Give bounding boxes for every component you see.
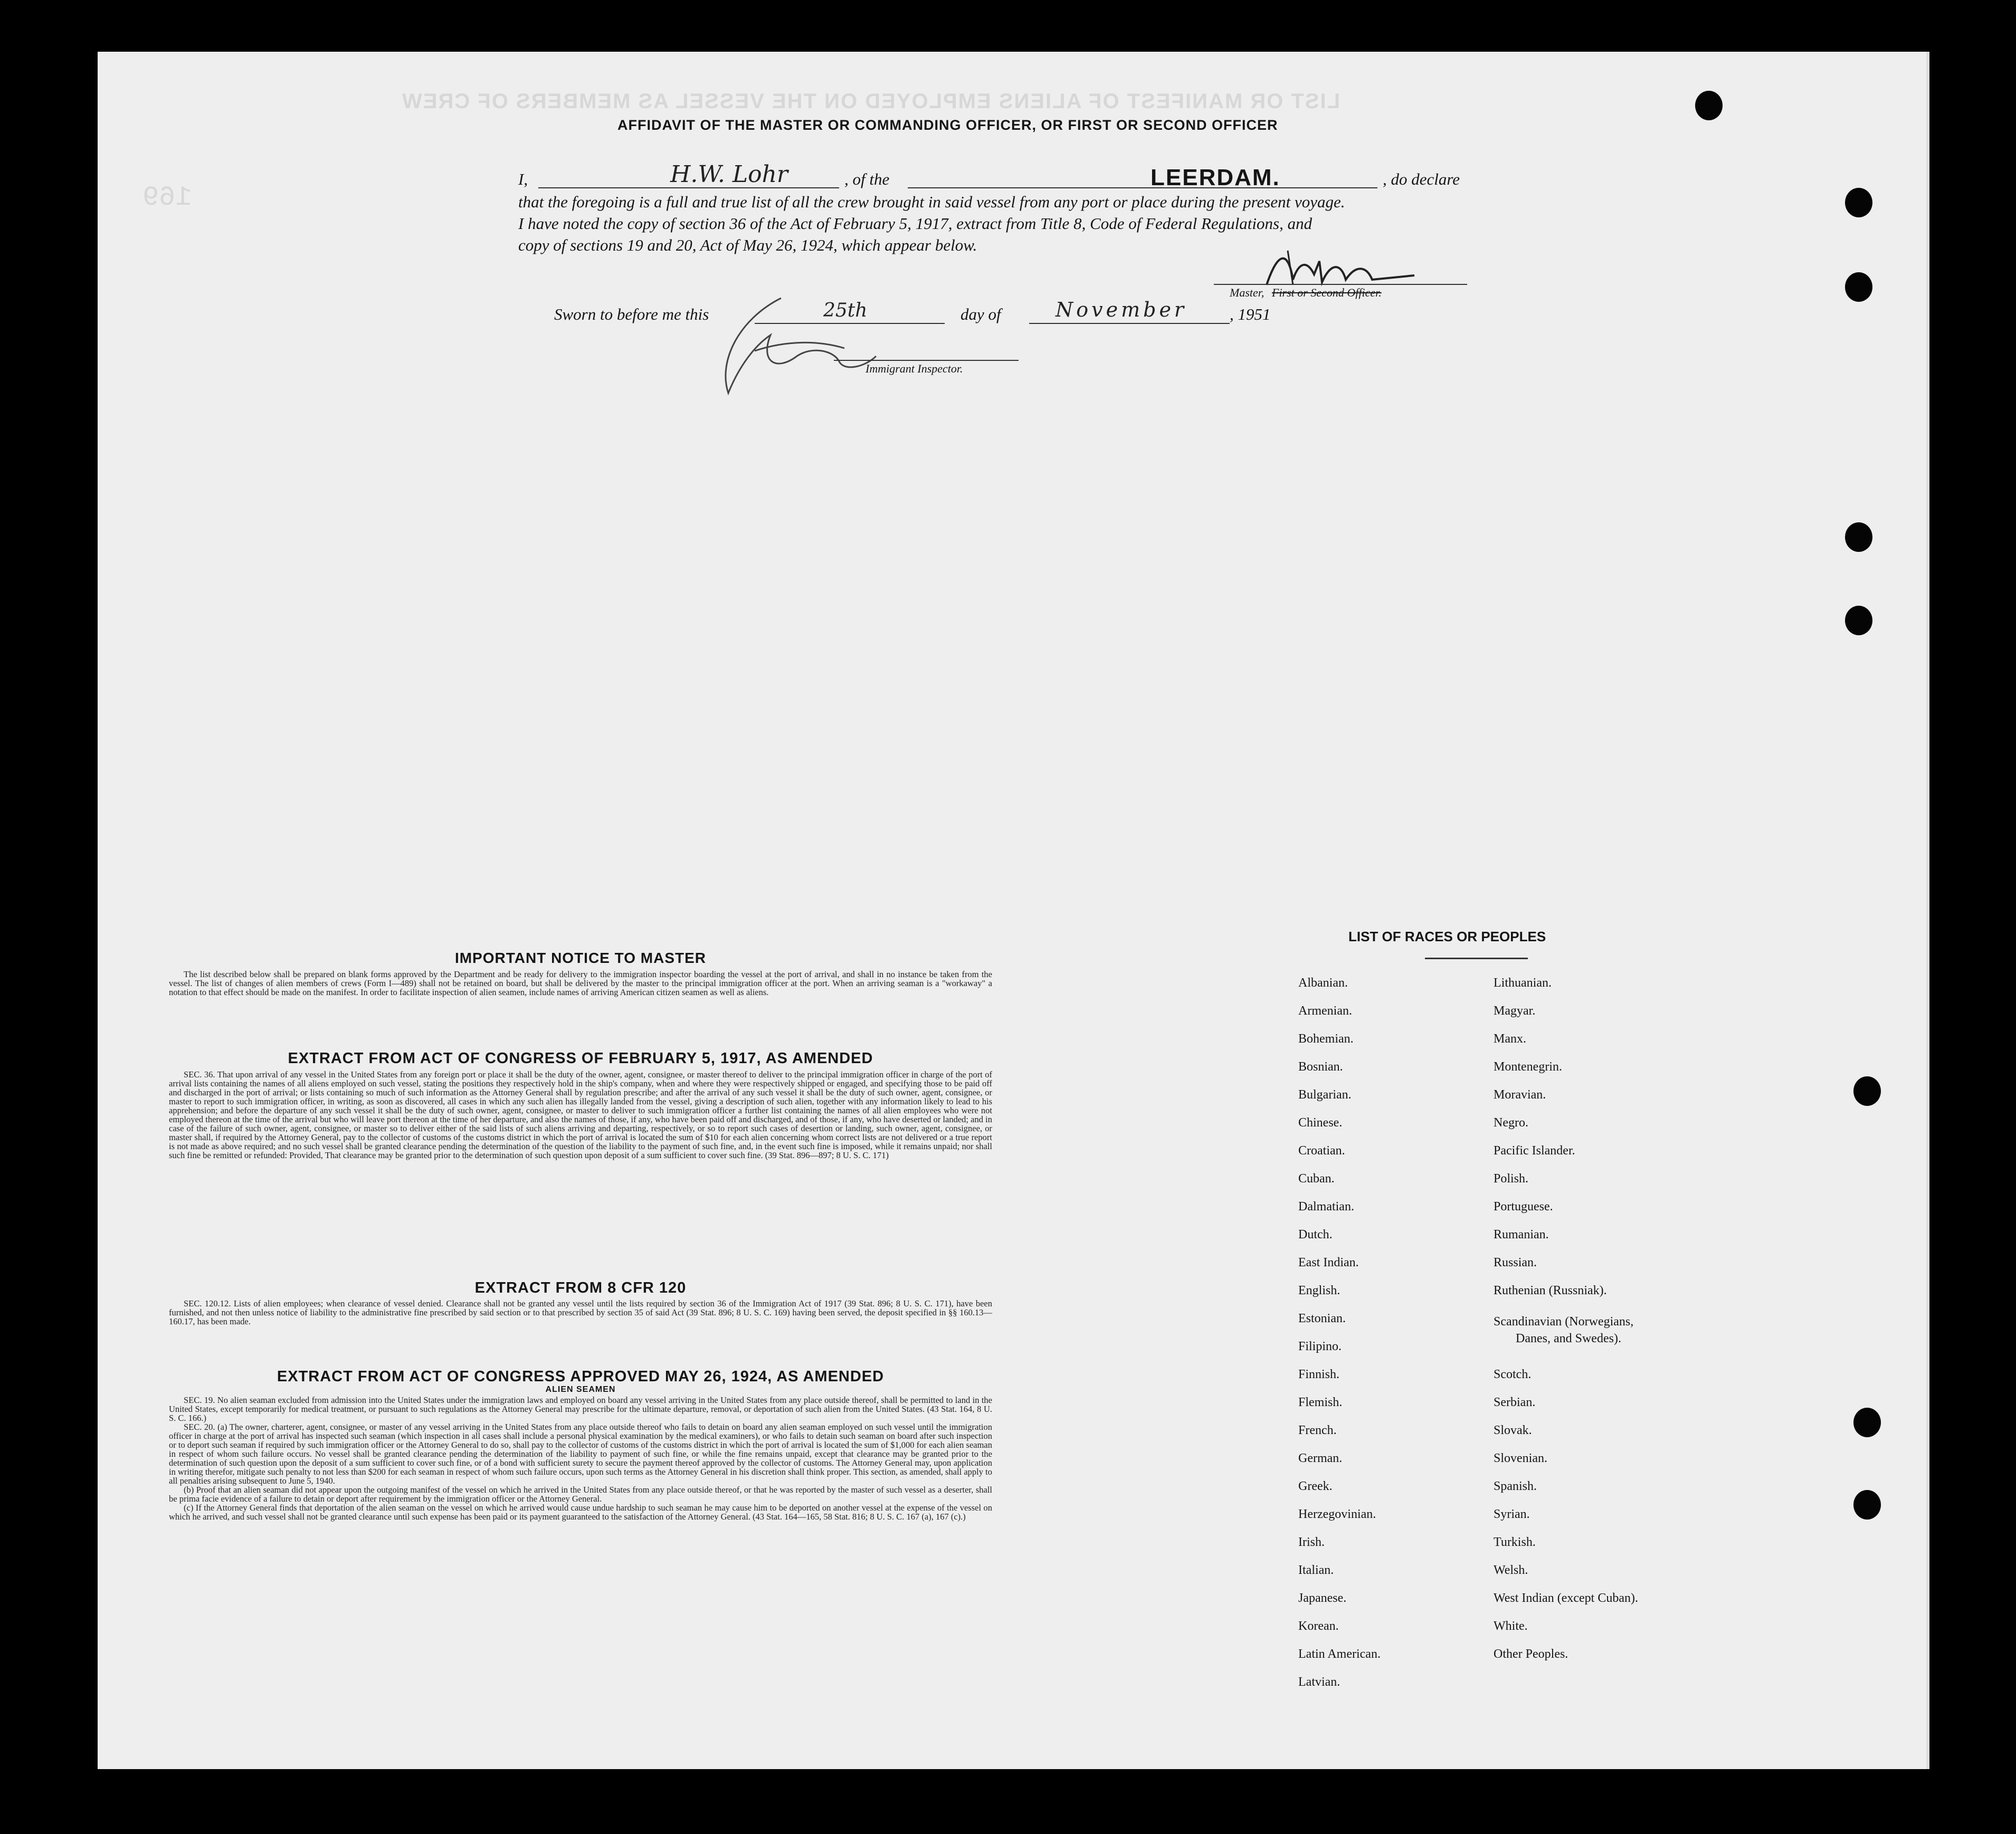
race-right: Lithuanian. [1494,976,1552,990]
race-right: West Indian (except Cuban). [1494,1591,1638,1605]
punch-hole [1695,91,1723,120]
affidavit-line-3: I have noted the copy of section 36 of the Act of February 5, 1917, extract from Title 8, Code of Federal Regulations, and [518,214,1313,233]
race-left: Korean. [1298,1619,1339,1633]
extract-1924-body [169,1396,992,1521]
race-left: Dutch. [1298,1228,1333,1241]
race-right: Pacific Islander. [1494,1144,1575,1158]
punch-hole [1853,1076,1881,1106]
sec-20c-paragraph: (c) If the Attorney General finds that deportation of the alien seaman on the vessel on which he arrived would cause undue hardship to such seaman he may cause him to be deported on another vessel at the expense of the vessel on which he arrived, and such vessel shall not be granted clearance until such expense has been paid or its payment guaranteed to the satisfaction of the Attorney General. (43 Stat. 164—165, 58 Stat. 816; 8 U. S. C. 167 (a), 167 (c).) [169,1503,992,1522]
race-left: Greek. [1298,1479,1333,1493]
race-right: Scandinavian (Norwegians, [1494,1315,1634,1329]
race-left: English. [1298,1284,1340,1297]
extract-1917-title: EXTRACT FROM ACT OF CONGRESS OF FEBRUARY 5, 1917, AS AMENDED [288,1050,873,1067]
first-second-officer-label: First or Second Officer. [1272,286,1382,299]
punch-hole [1845,522,1872,552]
extract-1917-body [169,1070,992,1160]
races-title: LIST OF RACES OR PEOPLES [1348,929,1546,944]
bleed-through-page-number: 169 [142,182,192,213]
race-right: White. [1494,1619,1528,1633]
race-right: Rumanian. [1494,1228,1549,1241]
race-left: French. [1298,1424,1337,1437]
race-left: Bulgarian. [1298,1088,1352,1102]
sworn-text: Sworn to before me this [554,305,709,323]
sec-19-paragraph: SEC. 19. No alien seaman excluded from admission into the United States under the immigration laws and employed on board any vessel arriving in the United States from any place outside thereof, shall be permitted to land in the United States, except temporarily for medical treatment, or pursuant to such regulations as the Attorney General may prescribe for the ultimate departure, removal, or deportation of such alien from the United States. (43 Stat. 164, 8 U. S. C. 166.) [169,1395,992,1423]
race-left: Croatian. [1298,1144,1345,1158]
race-left: Herzegovinian. [1298,1507,1376,1521]
sworn-day: 25th [823,300,868,321]
race-right: Polish. [1494,1172,1529,1186]
race-left: Latin American. [1298,1647,1381,1661]
notice-title: IMPORTANT NOTICE TO MASTER [454,950,707,966]
race-right: Slovak. [1494,1424,1532,1437]
race-left: Bohemian. [1298,1032,1354,1046]
affidavit-line-2: that the foregoing is a full and true list of all the crew brought in said vessel from any port or place during the present voyage. [518,193,1345,211]
notice-paragraph: The list described below shall be prepared on blank forms approved by the Department and be ready for delivery to the immigration inspector boarding the vessel at the port of arrival, and shall in no instance be taken from the vessel. The list of changes of alien members of crews (Form I—489) shall not be retained on board, but shall be delivered by the master to the principal immigration officer at the port. When an arriving seaman is a "workaway" a notation to that effect should be made on the manifest. In order to facilitate inspection of alien seamen, include names of arriving American citizen seamen as well as aliens. [169,969,992,997]
race-right: Slovenian. [1494,1451,1547,1465]
punch-hole [1853,1408,1881,1437]
punch-hole [1845,606,1872,635]
inspector-signature [707,288,908,409]
race-left: Finnish. [1298,1368,1340,1381]
races-title-rule [1425,958,1528,959]
master-name: H.W. Lohr [670,161,788,188]
race-left: Filipino. [1298,1340,1342,1353]
affidavit-of-the: , of the [844,170,890,188]
inspector-label: Immigrant Inspector. [866,362,963,375]
day-of-text: day of [961,305,1001,323]
race-left: Irish. [1298,1535,1325,1549]
race-right: Scotch. [1494,1368,1532,1381]
race-left: Armenian. [1298,1004,1352,1018]
punch-hole [1845,188,1872,217]
affidavit-declare: , do declare [1383,170,1460,188]
race-right: Portuguese. [1494,1200,1553,1214]
bleed-through-header: LIST OR MANIFEST OF ALIENS EMPLOYED ON THE VESSEL AS MEMBERS OF CREW [401,90,1340,113]
punch-hole [1853,1490,1881,1520]
master-label: Master, [1230,286,1264,299]
race-right: Welsh. [1494,1563,1528,1577]
race-left: Flemish. [1298,1396,1343,1409]
extract-cfr-body [169,1299,992,1326]
sec-20b-paragraph: (b) Proof that an alien seaman did not appear upon the outgoing manifest of the vessel on which he arrived in the United States from any place outside thereof, or that he was reported by the master of such vessel as a deserter, shall be prima facie evidence of a failure to detain or deport after requirement by the immigration officer or the Attorney General. [169,1485,992,1504]
month-underline [1029,323,1230,324]
affidavit-title: AFFIDAVIT OF THE MASTER OR COMMANDING OFFICER, OR FIRST OR SECOND OFFICER [617,117,1278,133]
race-right: Moravian. [1494,1088,1546,1102]
race-left: German. [1298,1451,1343,1465]
race-right: Turkish. [1494,1535,1536,1549]
race-right: Danes, and Swedes). [1516,1332,1621,1345]
sworn-year: , 1951 [1230,305,1271,323]
vessel-underline [908,187,1377,188]
sec-20a-paragraph: SEC. 20. (a) The owner, charterer, agent, consignee, or master of any vessel arriving in the United States from any place outside thereof who fails to detain on board any alien seaman employed on such vessel until the immigration officer in charge at the port of arrival has inspected such seaman (which inspection in all cases shall include a personal physical examination by the medical examiners), or who fails to detain such seaman on board after such inspection or to deport such seaman if required by such immigration officer or the Attorney General to do so, shall pay to the collector of customs of the customs district in which the port of arrival is located the sum of $1,000 for each alien seaman in respect of whom such failure occurs. No vessel shall be granted clearance pending the determination of the liability to payment of such fine, or while the fine remains unpaid, except that clearance may be granted prior to the determination of such question upon the deposit of a sum sufficient to cover such fine, or of a bond with sufficient surety to secure the payment thereof approved by the collector of customs. The Attorney General may, upon application in writing therefor, mitigate such penalty to not less than $200 for each seaman in respect of whom such failure occurs, upon such terms as the Attorney General in his discretion shall think proper. This section, as amended, shall apply to all penalties arising subsequent to June 5, 1940. [169,1422,992,1486]
race-left: Dalmatian. [1298,1200,1354,1214]
race-left: Cuban. [1298,1172,1335,1186]
affidavit-i: I, [518,170,528,188]
race-right: Russian. [1494,1256,1537,1269]
race-right: Spanish. [1494,1479,1537,1493]
notice-body [169,970,992,997]
affidavit-line-4: copy of sections 19 and 20, Act of May 26, 1924, which appear below. [518,236,977,254]
race-left: Chinese. [1298,1116,1343,1130]
race-left: Italian. [1298,1563,1334,1577]
extract-cfr-title: EXTRACT FROM 8 CFR 120 [474,1279,687,1296]
sworn-month: November [1055,298,1187,321]
punch-hole [1845,272,1872,302]
race-left: Latvian. [1298,1675,1340,1689]
extract-1924-title: EXTRACT FROM ACT OF CONGRESS APPROVED MAY 26, 1924, AS AMENDED [277,1368,885,1385]
race-right: Negro. [1494,1116,1528,1130]
race-left: Estonian. [1298,1312,1346,1325]
master-signature-line [1214,284,1467,285]
sec-120-12-paragraph: SEC. 120.12. Lists of alien employees; when clearance of vessel denied. Clearance shall not be granted any vessel until the lists required by section 36 of the Immigration Act of 1917 (39 Stat. 896; 8 U. S. C. 171), have been furnished, and not then unless notice of liability to the administrative fine prescribed by said section or to that prescribed by section 35 of said Act (39 Stat. 896; 8 U. S. C. 169) having been served, the deposit specified in §§ 160.13—160.17, has been made. [169,1298,992,1326]
race-right: Other Peoples. [1494,1647,1568,1661]
race-right: Serbian. [1494,1396,1536,1409]
sec-36-paragraph: SEC. 36. That upon arrival of any vessel in the United States from any foreign port or place it shall be the duty of the owner, agent, consignee, or master thereof to deliver to the principal immigration officer in charge of the port of arrival lists containing the names of all aliens employed on such vessel, stating the positions they respectively hold in the ship's company, when and where they were respectively shipped or engaged, and specifying those to be paid off and discharged in the port of arrival; or lists containing so much of such information as the Attorney General shall by regulation prescribe; and after the arrival of any such vessel it shall be the duty of such owner, agent, consignee, or master to report to such immigration officer, in writing, as soon as discovered, all cases in which any such alien has illegally landed from the vessel, giving a description of such alien, together with any information likely to lead to his apprehension; and before the departure of any such vessel it shall be the duty of such owner, agent, consignee, or master to deliver to such immigration officer a further list containing the names of all alien employees who were not employed thereon at the time of the arrival but who will leave port thereon at the time of her departure, and also the names of those, if any, who have been paid off and discharged, and of those, if any, who have deserted or landed; and in case of the failure of such owner, agent, consignee, or master so to deliver either of the said lists of such aliens arriving and departing, respectively, or so to report such cases of desertion or landing, such owner, agent, consignee, or master shall, if required by the Attorney General, pay to the collector of customs of the customs district in which the port of arrival is located the sum of $10 for each alien concerning whom correct lists are not delivered or a true report is not made as above required; and no such vessel shall be granted clearance pending the determination of the question of the liability to the payment of such fine, and, in the event such fine is imposed, while it remains unpaid; nor shall such fine be remitted or refunded: Provided, That clearance may be granted prior to the determination of such question upon deposit of a sum sufficient to cover such fine. (39 Stat. 896—897; 8 U. S. C. 171) [169,1069,992,1160]
race-right: Manx. [1494,1032,1526,1046]
vessel-name: LEERDAM. [1150,165,1280,190]
inspector-line [834,360,1019,361]
alien-seamen-subtitle: ALIEN SEAMEN [545,1385,616,1394]
race-right: Magyar. [1494,1004,1536,1018]
race-left: Albanian. [1298,976,1348,990]
race-right: Syrian. [1494,1507,1530,1521]
race-right: Ruthenian (Russniak). [1494,1284,1607,1297]
race-left: Bosnian. [1298,1060,1343,1074]
race-right: Montenegrin. [1494,1060,1562,1074]
race-left: Japanese. [1298,1591,1347,1605]
race-left: East Indian. [1298,1256,1359,1269]
